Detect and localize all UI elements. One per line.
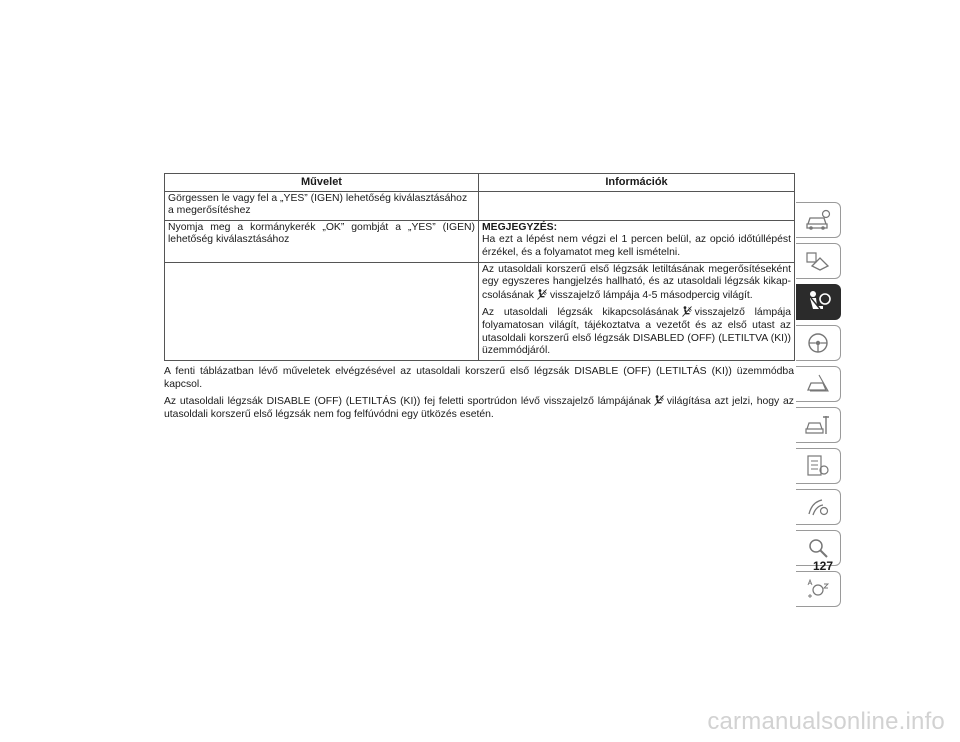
chapter-tab-specifications[interactable] — [796, 448, 841, 484]
column-header-operation: Művelet — [165, 174, 479, 192]
cell-info — [479, 262, 795, 360]
chapter-tab-languages[interactable] — [796, 571, 841, 607]
info-text: Az utasoldali korszerű első légzsák letiltásának megerősítéseként egy egyszeres hangjelzés hallható, és az utasoldali légzsák kikapcsolásának — [482, 263, 791, 301]
passenger-airbag-off-icon — [537, 289, 547, 300]
cell-info — [479, 191, 795, 220]
emergency-icon — [804, 371, 832, 397]
column-header-info: Információk — [479, 174, 795, 192]
specifications-icon — [804, 453, 832, 479]
info-text: visszajelző lámpája folyamatosan világít, tájékoztatva a vezetőt és az első utast az utasoldali korszerű első légzsák DISABLED (OFF) (LETILTVA (KI)) üzemmódjáról. — [482, 307, 791, 357]
language-index-icon — [804, 576, 832, 602]
multimedia-icon — [804, 494, 832, 520]
note-text: Ha ezt a lépést nem végzi el 1 percen belül, az opció időtúllépést érzékel, és a folyamatot meg kell ismételni. — [482, 234, 791, 258]
body-text-part: Az utasoldali légzsák DISABLE (OFF) (LETILTÁS (KI)) fej feletti sportrúdon lévő visszajelző lámpájának — [164, 395, 651, 407]
warning-lights-icon — [804, 248, 832, 274]
search-icon — [804, 535, 832, 561]
body-text-part: világítása azt jelzi, hogy az utasoldali korszerű első légzsák nem fog felfúvódni egy ütközés esetén. — [164, 395, 794, 420]
table-row — [165, 220, 795, 262]
chapter-tab-warning-lights[interactable] — [796, 243, 841, 279]
maintenance-icon — [804, 412, 832, 438]
info-text: visszajelző lámpája 4-5 másodpercig világít. — [549, 289, 753, 301]
table-row — [165, 191, 795, 220]
chapter-tab-safety[interactable] — [796, 284, 841, 320]
watermark: carmanualsonline.info — [707, 708, 945, 735]
chapter-tab-multimedia[interactable] — [796, 489, 841, 525]
car-info-icon — [804, 207, 832, 233]
passenger-airbag-off-icon — [682, 306, 692, 317]
cell-action: Görgessen le vagy fel a „YES” (IGEN) lehetőség kiválasztásához a megerősítéshez — [165, 191, 479, 220]
operations-table — [164, 173, 795, 361]
cell-info — [479, 220, 795, 262]
cell-action: Nyomja meg a kormánykerék „OK” gombját a „YES” (IGEN) lehetőség kiválasztásához — [165, 220, 479, 262]
page-content — [164, 173, 794, 425]
body-paragraph — [164, 395, 794, 421]
table-header-row — [165, 174, 795, 192]
note-title: MEGJEGYZÉS: — [482, 221, 558, 233]
chapter-tab-driving[interactable] — [796, 325, 841, 361]
info-text: Az utasoldali légzsák kikapcsolásának — [482, 307, 679, 319]
seatbelt-airbag-icon — [804, 289, 832, 315]
page-number: 127 — [812, 559, 833, 573]
chapter-tab-car-info[interactable] — [796, 202, 841, 238]
chapter-tab-maintenance[interactable] — [796, 407, 841, 443]
info-paragraph — [482, 306, 791, 357]
chapter-tabs — [796, 202, 842, 612]
passenger-airbag-off-icon — [654, 395, 664, 406]
table-row — [165, 262, 795, 360]
body-text — [164, 365, 794, 421]
cell-action — [165, 262, 479, 360]
chapter-tab-emergency[interactable] — [796, 366, 841, 402]
body-paragraph: A fenti táblázatban lévő műveletek elvégzésével az utasoldali korszerű első légzsák DISABLE (OFF) (LETILTÁS (KI)) üzemmódba kapcsol. — [164, 365, 794, 390]
steering-wheel-icon — [804, 330, 832, 356]
info-paragraph — [482, 264, 791, 303]
